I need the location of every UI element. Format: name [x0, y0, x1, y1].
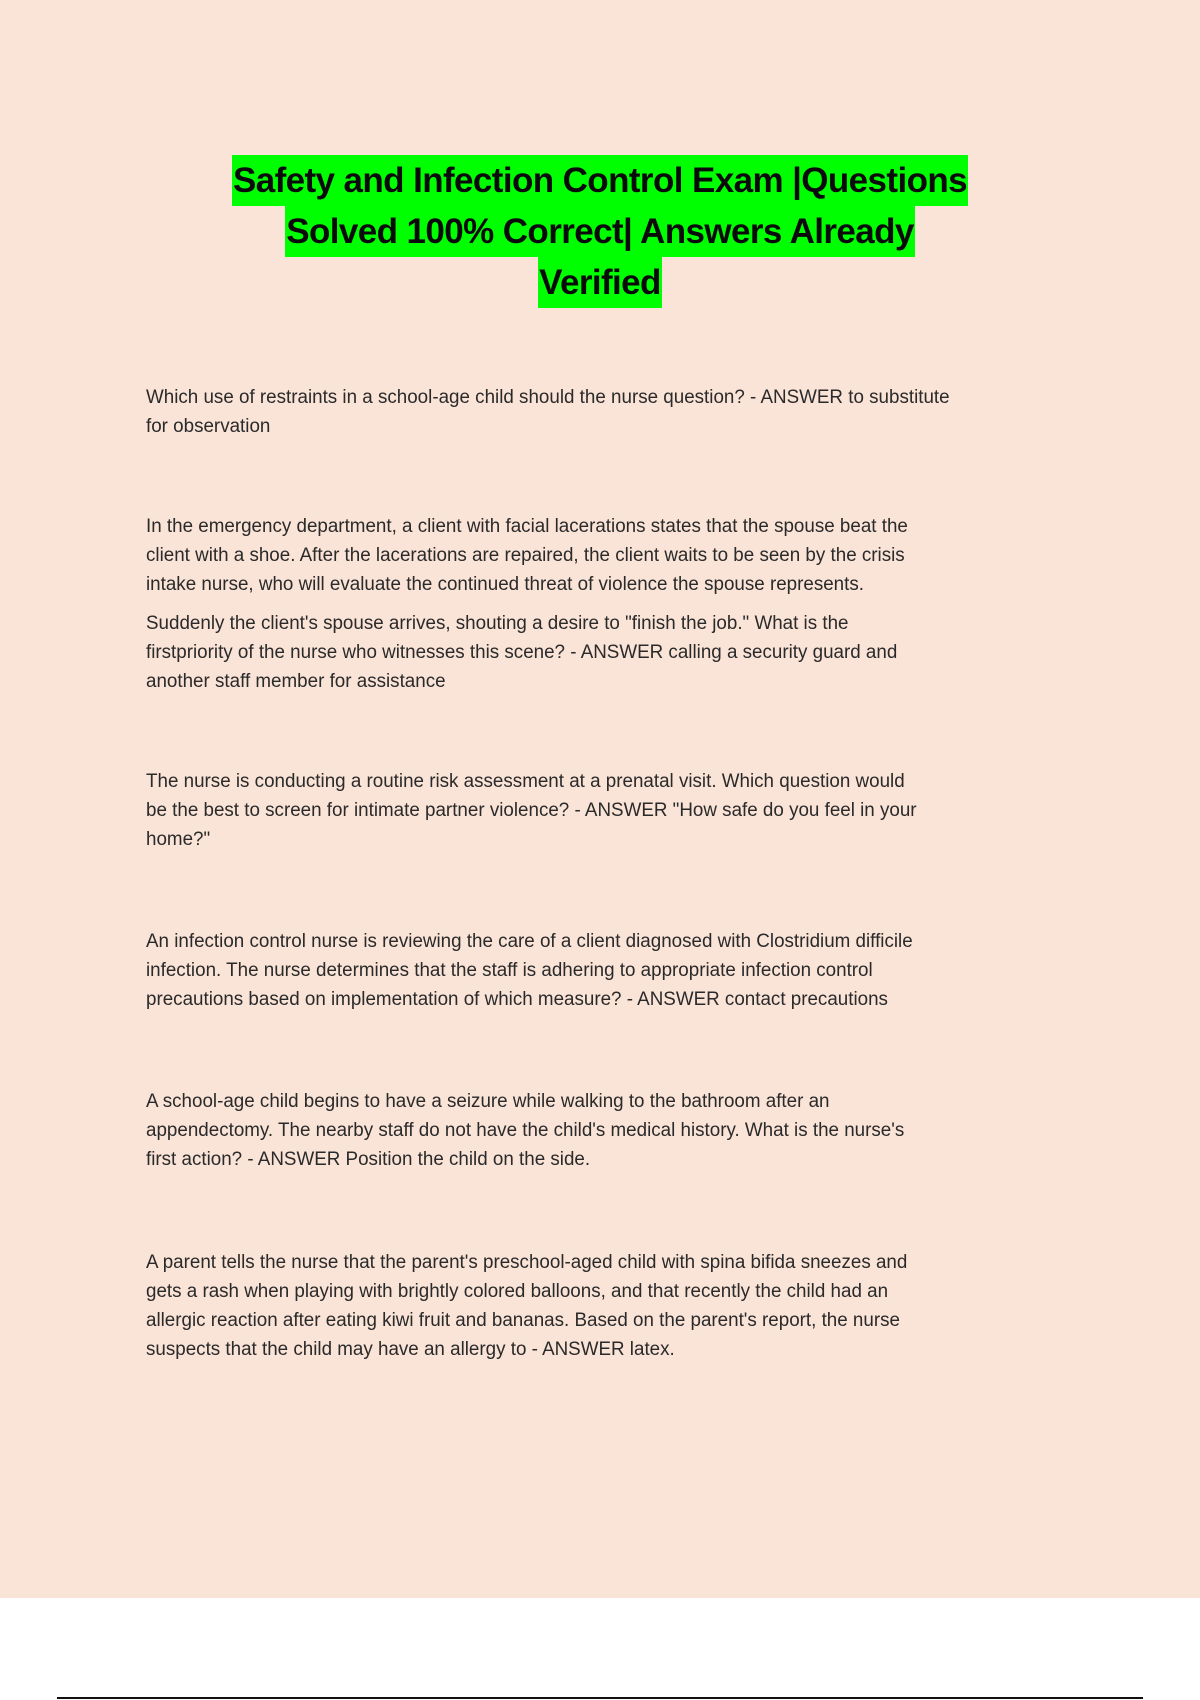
text-line: suspects that the child may have an allergy to - ANSWER latex. [146, 1339, 675, 1360]
qa-paragraph-seizure [146, 1087, 1096, 1174]
text-line: be the best to screen for intimate partner violence? - ANSWER "How safe do you feel in your [146, 800, 917, 821]
text-line: intake nurse, who will evaluate the continued threat of violence the spouse represents. [146, 574, 864, 595]
qa-paragraph-latex-allergy [146, 1248, 1096, 1364]
text-line: infection. The nurse determines that the staff is adhering to appropriate infection control [146, 960, 873, 981]
title-line [0, 155, 1200, 206]
title-line [0, 257, 1200, 308]
qa-paragraph-emergency-context [146, 512, 1096, 599]
qa-paragraph-infection-control [146, 927, 1096, 1014]
text-line: first action? - ANSWER Position the child on the side. [146, 1149, 591, 1170]
text-line: A school-age child begins to have a seizure while walking to the bathroom after an [146, 1091, 830, 1112]
title-line-text: Solved 100% Correct| Answers Already [285, 206, 915, 257]
text-line: another staff member for assistance [146, 671, 446, 692]
title-line-text: Verified [538, 257, 662, 308]
text-line: In the emergency department, a client with facial lacerations states that the spouse beat the [146, 516, 908, 537]
text-line: for observation [146, 416, 271, 437]
page-footer-divider [57, 1697, 1143, 1699]
document-title [0, 155, 1200, 308]
text-line: allergic reaction after eating kiwi fruit and bananas. Based on the parent's report, the nurse [146, 1310, 900, 1331]
text-line: A parent tells the nurse that the parent's preschool-aged child with spina bifida sneezes and [146, 1252, 908, 1273]
title-line-text: Safety and Infection Control Exam |Questions [232, 155, 968, 206]
title-line [0, 206, 1200, 257]
text-line: An infection control nurse is reviewing the care of a client diagnosed with Clostridium difficile [146, 931, 913, 952]
qa-paragraph-spouse-priority [146, 609, 1096, 696]
text-line: Suddenly the client's spouse arrives, shouting a desire to "finish the job." What is the [146, 613, 849, 634]
text-line: firstpriority of the nurse who witnesses this scene? - ANSWER calling a security guard and [146, 642, 898, 663]
qa-paragraph-prenatal-screening [146, 767, 1096, 854]
qa-paragraph-restraints [146, 383, 1096, 441]
text-line: appendectomy. The nearby staff do not have the child's medical history. What is the nurse's [146, 1120, 905, 1141]
text-line: Which use of restraints in a school-age child should the nurse question? - ANSWER to substitute [146, 387, 950, 408]
text-line: home?" [146, 829, 211, 850]
text-line: client with a shoe. After the lacerations are repaired, the client waits to be seen by the crisis [146, 545, 905, 566]
text-line: gets a rash when playing with brightly colored balloons, and that recently the child had an [146, 1281, 889, 1302]
text-line: precautions based on implementation of which measure? - ANSWER contact precautions [146, 989, 888, 1010]
text-line: The nurse is conducting a routine risk assessment at a prenatal visit. Which question would [146, 771, 905, 792]
